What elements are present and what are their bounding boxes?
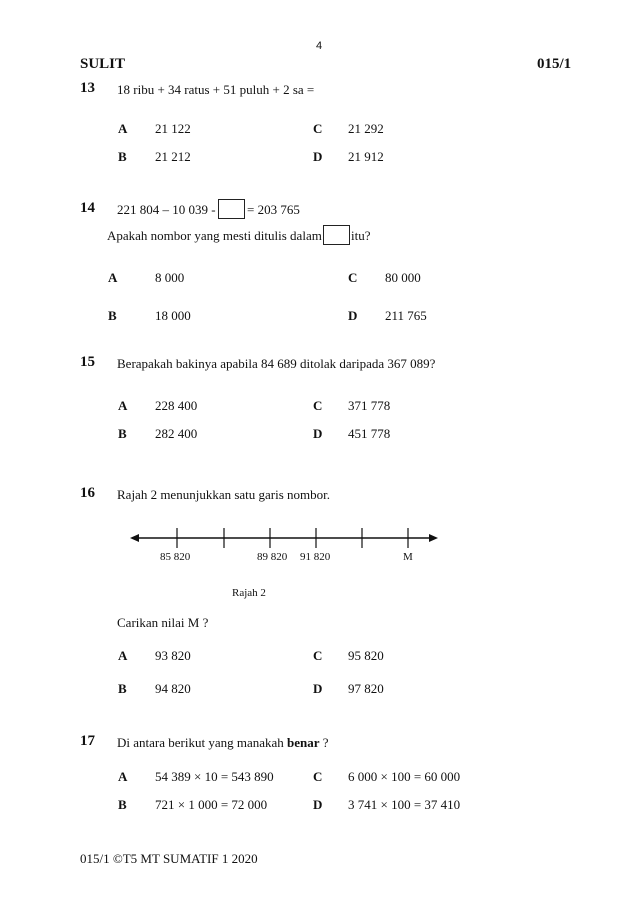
question-expression: 221 804 – 10 039 -: [117, 202, 216, 217]
option-d[interactable]: 211 765: [385, 308, 427, 323]
header-sulit: SULIT: [80, 56, 126, 72]
option-letter-a[interactable]: A: [108, 270, 118, 285]
option-letter-b[interactable]: B: [108, 308, 117, 323]
question-number: 15: [80, 354, 95, 370]
option-letter-d[interactable]: D: [313, 681, 323, 696]
header-paper-code: 015/1: [537, 56, 572, 72]
option-d[interactable]: 97 820: [348, 681, 384, 696]
option-c[interactable]: 95 820: [348, 648, 384, 663]
answer-box: [323, 225, 350, 245]
figure-caption: Rajah 2: [232, 587, 266, 599]
option-letter-a[interactable]: A: [118, 121, 128, 136]
question-number: 16: [80, 485, 95, 501]
option-letter-c[interactable]: C: [348, 270, 358, 285]
option-a[interactable]: 54 389 × 10 = 543 890: [155, 769, 274, 784]
option-letter-c[interactable]: C: [313, 769, 323, 784]
page-number: 4: [316, 40, 323, 52]
option-c[interactable]: 6 000 × 100 = 60 000: [348, 769, 461, 784]
option-c[interactable]: 80 000: [385, 270, 421, 285]
question-text-suffix: ?: [319, 735, 329, 750]
question-text-suffix: itu?: [351, 228, 371, 243]
question-expression-result: = 203 765: [247, 202, 300, 217]
number-line: [120, 522, 450, 552]
option-letter-b[interactable]: B: [118, 426, 127, 441]
number-line-arrow-left: [130, 534, 139, 542]
number-line-arrow-right: [429, 534, 438, 542]
number-line-label: 91 820: [300, 551, 331, 563]
question-number: 14: [80, 200, 95, 216]
option-a[interactable]: 228 400: [155, 398, 198, 413]
option-a[interactable]: 8 000: [155, 270, 185, 285]
option-d[interactable]: 21 912: [348, 149, 384, 164]
option-a[interactable]: 93 820: [155, 648, 191, 663]
question-number: 17: [80, 733, 95, 749]
option-c[interactable]: 371 778: [348, 398, 391, 413]
option-b[interactable]: 21 212: [155, 149, 191, 164]
option-b[interactable]: 18 000: [155, 308, 191, 323]
option-b[interactable]: 94 820: [155, 681, 191, 696]
question-text: Apakah nombor yang mesti ditulis dalam: [107, 228, 322, 243]
option-letter-b[interactable]: B: [118, 681, 127, 696]
number-line-label-m: M: [403, 551, 413, 563]
option-letter-c[interactable]: C: [313, 121, 323, 136]
footer: 015/1 ©T5 MT SUMATIF 1 2020: [80, 851, 258, 866]
option-a[interactable]: 21 122: [155, 121, 191, 136]
option-letter-d[interactable]: D: [348, 308, 358, 323]
option-c[interactable]: 21 292: [348, 121, 384, 136]
question-text: Carikan nilai M ?: [117, 615, 209, 630]
option-d[interactable]: 3 741 × 100 = 37 410: [348, 797, 461, 812]
option-b[interactable]: 282 400: [155, 426, 198, 441]
option-letter-b[interactable]: B: [118, 149, 127, 164]
question-text: Berapakah bakinya apabila 84 689 ditolak daripada 367 089?: [117, 356, 436, 371]
answer-box: [218, 199, 245, 219]
question-text: [117, 735, 329, 751]
option-b[interactable]: 721 × 1 000 = 72 000: [155, 797, 268, 812]
question-text-prefix: Di antara berikut yang manakah: [117, 735, 288, 750]
number-line-label: 89 820: [257, 551, 288, 563]
question-text: 18 ribu + 34 ratus + 51 puluh + 2 sa =: [117, 82, 315, 97]
option-letter-b[interactable]: B: [118, 797, 127, 812]
option-letter-c[interactable]: C: [313, 648, 323, 663]
option-d[interactable]: 451 778: [348, 426, 391, 441]
option-letter-d[interactable]: D: [313, 149, 323, 164]
question-number: 13: [80, 80, 95, 96]
question-text: Rajah 2 menunjukkan satu garis nombor.: [117, 487, 331, 502]
option-letter-a[interactable]: A: [118, 648, 128, 663]
option-letter-d[interactable]: D: [313, 426, 323, 441]
question-text-emphasis: benar: [287, 735, 320, 750]
option-letter-a[interactable]: A: [118, 398, 128, 413]
option-letter-d[interactable]: D: [313, 797, 323, 812]
number-line-label: 85 820: [160, 551, 191, 563]
option-letter-c[interactable]: C: [313, 398, 323, 413]
option-letter-a[interactable]: A: [118, 769, 128, 784]
